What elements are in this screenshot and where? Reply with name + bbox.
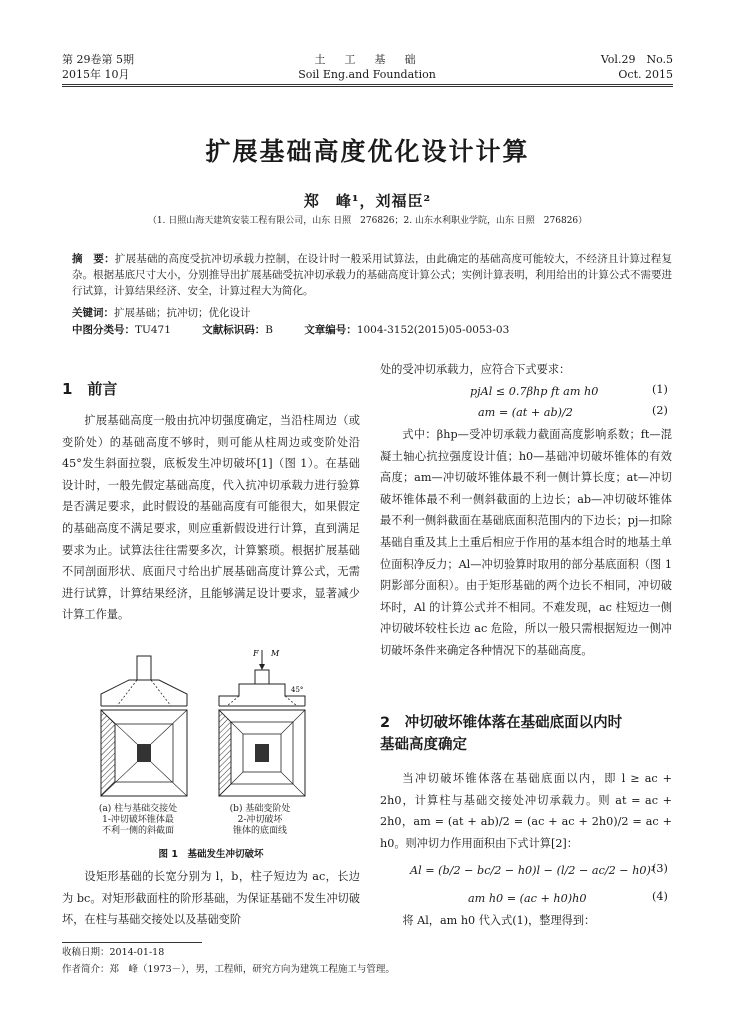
keywords [72, 305, 251, 321]
footnote-received: 收稿日期：2014-01-18 [62, 947, 165, 958]
article-id-value: 1004-3152(2015)05-0053-03 [356, 324, 510, 336]
footnote-author: 作者简介：郑 峰（1973－），男，工程师，研究方向为建筑工程施工与管理。 [62, 964, 395, 975]
equation-1: pjAl ≤ 0.7βhp ft am h0 [470, 385, 599, 398]
section2-para1: 当冲切破坏锥体落在基础底面以内，即 l ≥ ac + 2h0，计算柱与基础交接处冲切承载力。则 at = ac + 2h0，am = (at + ab)/2 = (ac + ac + 2h0)/2 = ac + h0。则冲切力作用面积由下式计算[2]： [380, 772, 672, 850]
section2-heading [380, 712, 672, 756]
issue-date: 2015年 10月 [62, 68, 130, 81]
clc-value: TU471 [135, 324, 171, 336]
section1-para2: 设矩形基础的长宽分别为 l，b，柱子短边为 ac，长边为 bc。对矩形截面柱的阶形基础，为保证基础不发生冲切破坏，在柱与基础交接处以及基础变阶 [62, 870, 360, 927]
clc-label: 中图分类号： [72, 324, 135, 336]
doc-code-value: B [265, 324, 273, 336]
equation-1-number: (1) [652, 383, 668, 396]
section1-para1: 扩展基础高度一般由抗冲切强度确定，当沿柱周边（或变阶处）的基础高度不够时，则可能从柱周边或变阶处沿 45°发生斜面拉裂，底板发生冲切破坏[1]（图 1）。在基础设计时，一般先假定基础高度，代入抗冲切承载力进行验算是否满足要求，此时假设的基础高度有可能很大，如果假定的基础高度不满足要求，则应重新假设进行计算，直到满足要求为止。试算法往往需要多次，计算繁琐。根据扩展基础不同剖面形状、底面尺寸给出扩展基础高度计算公式，无需进行试算，计算结果经济，且能够满足设计要求，显著减少计算工作量。 [62, 414, 360, 622]
journal-issue-en [560, 52, 673, 82]
equation-2: am = (at + ab)/2 [478, 406, 573, 419]
issue-date-en: Oct. 2015 [618, 68, 673, 81]
figure1-caption: 图 1 基础发生冲切破坏 [158, 849, 264, 860]
equation-definitions: 式中：βhp—受冲切承载力截面高度影响系数；ft—混凝土轴心抗拉强度设计值；h0—基础冲切破坏锥体的有效高度；am—冲切破坏锥体最不利一侧计算长度；at—冲切破坏锥体最不利一侧斜截面的上边长；ab—冲切破坏锥体最不利一侧斜截面在基础底面积范围内的下边长；pj—扣除基础自重及其上土重后相应于作用的基本组合时的地基土单位面积净反力；Al—冲切验算时取用的部分基底面积（图 1 阴影部分面积）。由于矩形基础的两个边长不相同，冲切破坏时，Al 的计算公式并不相同。不难发现，ac 柱短边一侧冲切破坏较柱长边 ac 危险，所以一般只需根据短边一侧冲切破坏条件来确定各种情况下的基础高度。 [380, 428, 672, 657]
equation-3: Al = (b/2 − bc/2 − h0)l − (l/2 − ac/2 − h0)² [410, 864, 656, 877]
figure1-subfig-a [101, 656, 187, 796]
subcaption-b-line1: (b) 基础变阶处 [229, 804, 291, 814]
section2-heading-line2: 基础高度确定 [380, 737, 467, 753]
angle-label: 45° [291, 686, 304, 694]
keywords-text: 扩展基础；抗冲切；优化设计 [114, 307, 251, 319]
journal-title-en: Soil Eng.and Foundation [298, 68, 436, 81]
equation-4-number: (4) [652, 890, 668, 903]
doc-code-label: 文献标识码： [202, 324, 266, 336]
footnote-rule [62, 942, 202, 943]
authors: 郑 峰¹，刘福臣² [303, 192, 432, 210]
equation-4: am h0 = (ac + h0)h0 [468, 892, 587, 905]
article-id-label: 文章编号： [304, 324, 357, 336]
volume-issue-en: Vol.29 No.5 [600, 53, 673, 66]
figure1-subfig-b [219, 649, 305, 796]
classification-line [72, 322, 509, 338]
journal-title-cn: 土 工 基 础 [314, 53, 420, 66]
moment-label: M [271, 649, 280, 658]
abstract-label: 摘 要： [72, 253, 115, 265]
abstract-text: 扩展基础的高度受抗冲切承载力控制，在设计时一般采用试算法，由此确定的基础高度可能较大，不经济且计算过程复杂。根据基底尺寸大小，分别推导出扩展基础受抗冲切承载力的基础高度计算公式；实例计算表明，利用给出的计算公式不需要进行试算，计算结果经济、安全，计算过程大为简化。 [72, 253, 672, 297]
figure1-subcaption-a [78, 804, 198, 837]
figure1-diagram [95, 648, 335, 820]
journal-name [267, 52, 467, 82]
subcaption-a-line3: 不利一侧的斜截面 [101, 826, 174, 836]
right-intro: 处的受冲切承载力，应符合下式要求： [380, 363, 571, 376]
section2-heading-line1: 2 冲切破坏锥体落在基础底面以内时 [380, 715, 623, 731]
subcaption-a-line1: (a) 柱与基础交接处 [98, 804, 178, 814]
figure1-subcaption-b [210, 804, 310, 837]
subcaption-b-line2: 2-冲切破坏 [237, 815, 283, 825]
equation-2-number: (2) [652, 404, 668, 417]
abstract [72, 251, 672, 299]
subcaption-b-line3: 锥体的底面线 [232, 826, 287, 836]
section2-para2: 将 Al，am h0 代入式(1)，整理得到： [402, 914, 596, 927]
affiliation: （1. 日照山海天建筑安装工程有限公司，山东 日照 276826；2. 山东水利职业学院，山东 日照 276826） [147, 216, 588, 226]
section1-heading: 1 前言 [62, 380, 118, 398]
header-rule [62, 84, 673, 85]
keywords-label: 关键词： [72, 307, 114, 319]
journal-issue [62, 52, 134, 82]
force-label: F [253, 649, 259, 658]
equation-3-number: (3) [652, 862, 668, 875]
subcaption-a-line2: 1-冲切破坏锥体最 [102, 815, 174, 825]
volume-issue: 第 29卷第 5期 [62, 53, 134, 66]
header-rule-2 [62, 86, 673, 87]
paper-title: 扩展基础高度优化设计计算 [205, 137, 530, 166]
